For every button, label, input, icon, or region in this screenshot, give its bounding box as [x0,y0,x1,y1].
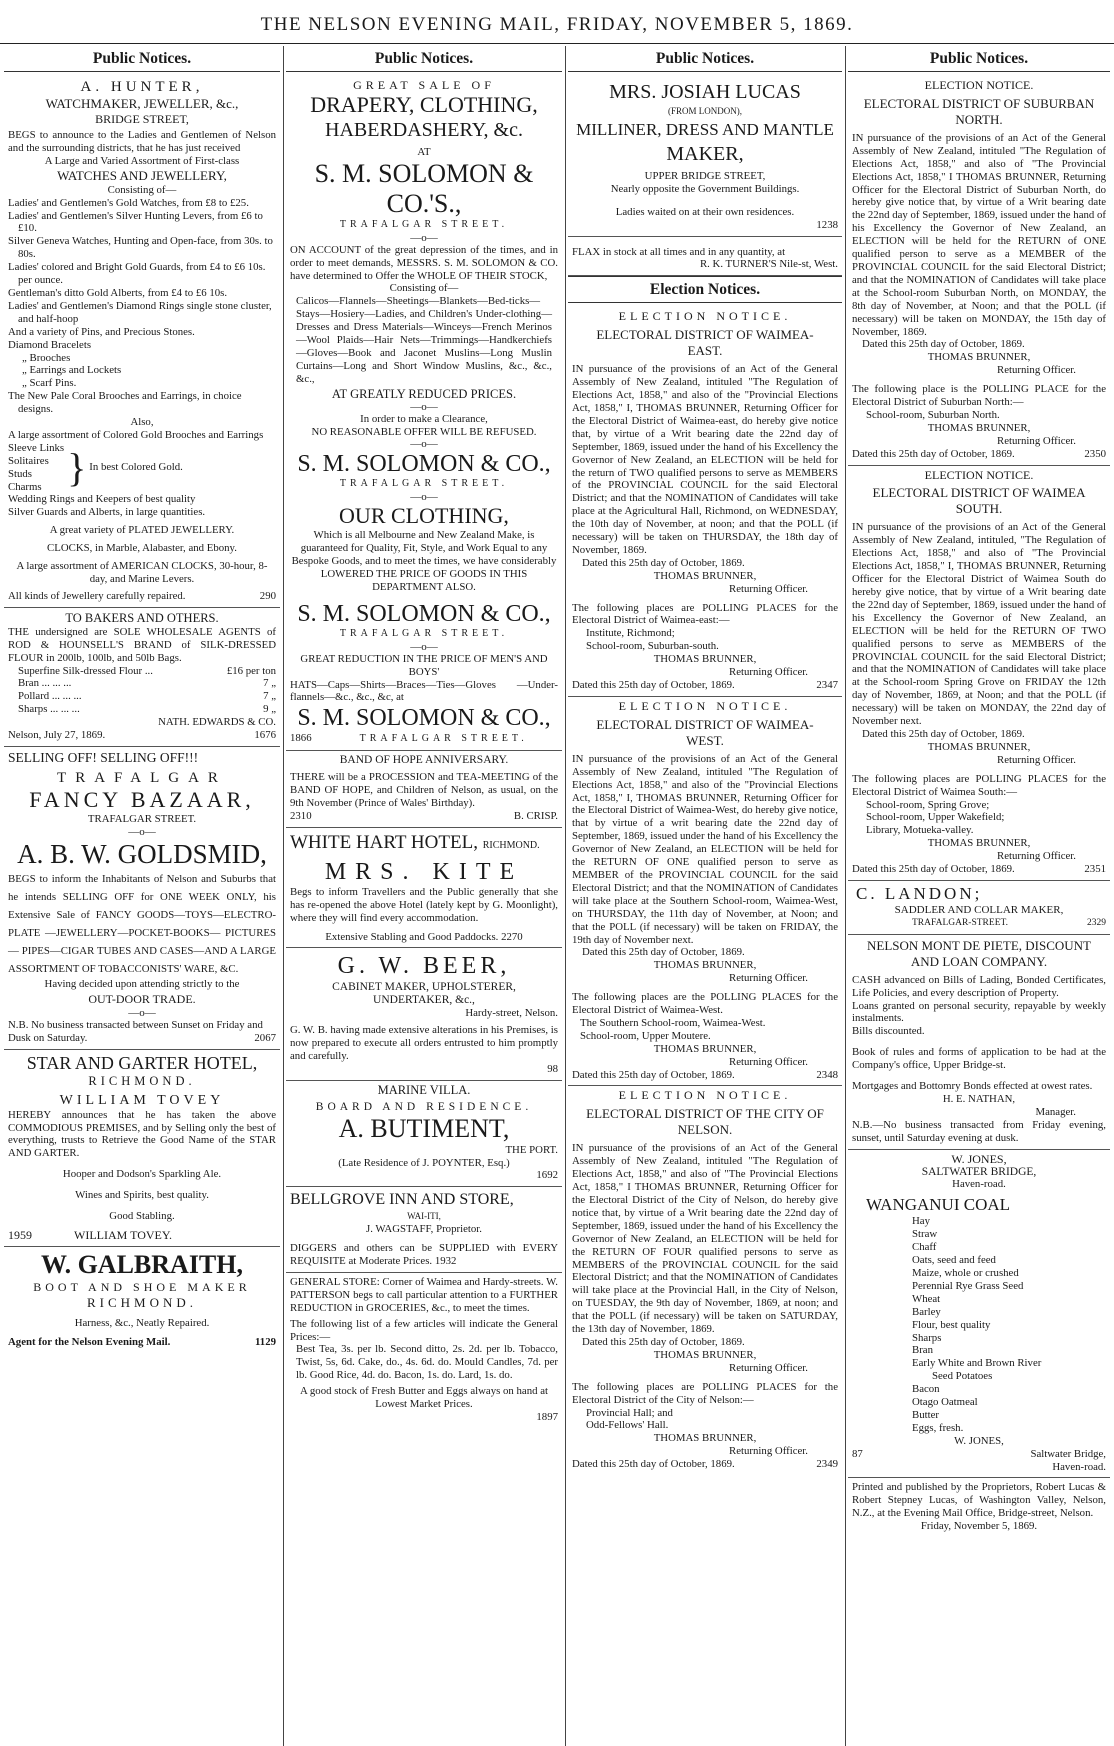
ad-text: THERE will be a PROCESSION and TEA-MEETING of the BAND OF HOPE, and Children of Nelson, as usual, on the 9th November (Prince of Wales' Birthday). [290,771,558,809]
list-item: Eggs, fresh. [912,1421,964,1434]
ad-text: Wines and Spirits, best quality. [75,1189,209,1202]
list-item: School-room, Suburban-south. [586,640,719,653]
ad-signature: THOMAS BRUNNER, [927,351,1031,364]
ad-election-waimea-east [568,307,842,697]
ad-text: Having decided upon attending strictly to the [44,977,240,990]
ad-text: Returning Officer. [997,434,1076,447]
ad-title: S. M. SOLOMON & CO., [297,451,551,478]
ad-text: Dated this 25th day of October, 1869. [862,338,1025,351]
ad-address: Haven-road. [952,1178,1006,1191]
ad-signature: THOMAS BRUNNER, [653,959,757,972]
ad-text: Dated this 25th day of October, 1869. 2348 [572,1068,838,1081]
ad-text: N.B. No business transacted between Sunset on Friday and Dusk on Saturday. 2067 [8,1018,276,1044]
ad-number: 2349 [816,1458,838,1471]
table-row: Bran ... ... ... 7 „ [18,677,276,690]
divider: —o— [128,1006,156,1019]
ad-title: C. LANDON; [856,883,983,903]
ad-marine-villa [286,1081,562,1188]
ad-title: MRS. JOSIAH LUCAS [609,81,801,103]
ad-text: Nearly opposite the Government Buildings. [610,182,800,195]
ad-text: Consisting of— [107,183,177,196]
column-rule [845,46,846,1746]
list-item: „ Earrings and Lockets [22,364,122,377]
list-item: Ladies' colored and Bright Gold Guards, from £4 to £6 10s. per ounce. [8,261,266,287]
ad-text: IN pursuance of the provisions of an Act of the General Assembly of New Zealand, intituled "The Regulation of Elections Act, 1858," and also of "The Provincial Elections Act, 1858," I THOMAS BRUNNER, Returning Officer for the Electoral District of the City of Nelson, do hereby give notice that, by virtue of a Writ bearing date the 22nd day of September, 1869, issued under the hand of his Excellency the Governor of New Zealand, an ELECTION will be held for the RETURN OF FOUR qualified persons to serve as MEMBERS of the PROVINCIAL COUNCIL for the said Electoral District; and that the NOMINATION of Candidates will take place at the Provincial Hall, in the City of Nelson, on TUESDAY, the 9th day of November, 1869, at noon; and that the POLL (if necessary) will be taken on SATURDAY, the 13th day of November, 1869. [572,1142,838,1336]
ad-text: The following places are POLLING PLACES for the Electoral District of Waimea South:— [852,772,1106,798]
ad-text: DIGGERS and others can be SUPPLIED with EVERY REQUISITE at Moderate Prices. 1932 [290,1242,558,1268]
ad-title: MRS. KITE [324,858,524,885]
ad-text: A great variety of PLATED JEWELLERY. [49,524,235,537]
ad-text: The following list of a few articles will indicate the General Prices:— [290,1317,558,1343]
ad-text: IN pursuance of the provisions of an Act of the General Assembly of New Zealand, intituled "The Regulation of Elections Act, 1858," and also of the "Provincial Elections Act, 1858," I, THOMAS BRUNNER, Returning Officer for the Electoral District of Waimea-West, do hereby give notice, that by virtue of a writ bearing date the 22nd day of September, 1869, issued under the hand of his Excellency the Governor of New Zealand, an ELECTION will be held for the RETURN OF ONE qualified person to serve as MEMBER of the PROVINCIAL COUNCIL for the said Electoral District; and that the NOMINATION of Candidates will take place at the Southern School-room, Waimea-West, on THURSDAY, the 11th day of November, at Noon; and that the POLL (if necessary) will be taken on FRIDAY, the 19th day of November next. [572,752,838,946]
list-item: Chaff [912,1241,937,1254]
ad-text: Good Stabling. [109,1210,175,1223]
ad-text: Silver Guards and Alberts, in large quantities. [8,506,206,519]
list-item: Studs [8,467,33,480]
table-row: Superfine Silk-dressed Flour ... £16 per ton [18,664,276,677]
ad-text: IN pursuance of the provisions of an Act of the General Assembly of New Zealand, intituled "The Regulation of Elections Act, 1858," and also of the "Provincial Elections Act, 1858," I, THOMAS BRUNNER, Returning Officer for the Electoral District of Waimea-east, do hereby give notice that, by virtue of a Writ bearing date the 22nd day of September, 1869, issued under the hand of his Excellency the Governor of New Zealand, an ELECTION will be held for the return of TWO qualified persons to serve as MEMBERS of the PROVINCIAL COUNCIL for the said Electoral District; and that the NOMINATION of Candidates will take place at the Agricultural Hall, Richmond, on WEDNESDAY, the 10th day of November, at noon; and that the POLL (if necessary) will be taken on THURSDAY, the 18th day of November, 1869. [572,363,838,556]
ad-title: A. BUTIMENT, [338,1113,510,1143]
ad-text: Dated this 25th day of October, 1869. [862,727,1025,740]
list-item: Wheat [912,1292,941,1305]
ad-title: WHITE HART HOTEL, RICHMOND. [290,831,540,853]
ad-number: 2329 [1087,917,1106,928]
ad-text: G. W. B. having made extensive alterations in his Premises, is now prepared to execute all orders entrusted to him promptly and carefully. [290,1024,558,1062]
ad-number: 2348 [816,1068,838,1081]
ad-text: HATS—Caps—Shirts—Braces—Ties—Gloves —Under-flannels—&c., &c., &c, at [290,678,558,704]
ad-election-waimea-south [848,466,1110,881]
ad-heading: SELLING OFF! SELLING OFF!!! [8,749,199,765]
ad-text: Dated this 25th day of October, 1869. 2350 [852,447,1106,460]
column-4 [848,46,1110,1746]
ad-jones [848,1150,1110,1479]
list-item: And a variety of Pins, and Precious Stones. [8,325,195,338]
ad-heading: BAND OF HOPE ANNIVERSARY. [339,754,509,767]
list-item: Gentleman's ditto Gold Alberts, from £4 to £6 10s. [8,286,228,299]
ad-number: 98 [547,1062,558,1075]
ad-number: 290 [259,589,276,602]
table-row: Pollard ... ... ... 7 „ [18,690,276,703]
ad-text: Ladies waited on at their own residences. [615,205,795,218]
ad-text: A large assortment of AMERICAN CLOCKS, 30-hour, 8-day, and Marine Levers. [16,560,268,585]
ad-beer [286,948,562,1080]
ad-text: Returning Officer. [729,1445,808,1458]
ad-signature: THOMAS BRUNNER, [927,421,1031,434]
ad-number: 2347 [816,679,838,691]
list-item: Oats, seed and feed [912,1254,996,1267]
ad-address: THE PORT. [505,1143,558,1156]
list-item: The Southern School-room, Waimea-West. [580,1016,766,1029]
divider: —o— [128,825,156,838]
ad-subtitle: UNDERTAKER, &c., [373,994,475,1007]
imprint-text: Printed and published by the Proprietors, Robert Lucas & Robert Stepney Lucas, of Washington Valley, Nelson, N.Z., at the Evening Mail Office, Bridge-street, Nelson. [852,1481,1106,1520]
ad-address: TRAFALGAR-STREET. 2329 [912,917,1106,928]
ad-title: ELECTORAL DISTRICT OF WAIMEA-EAST. [596,327,814,359]
list-item: Straw [912,1228,938,1241]
ad-text: The following places are the POLLING PLACES for the Electoral District of Waimea-West. [572,991,838,1017]
ad-mont-de-piete [848,935,1110,1150]
ad-text: Returning Officer. [729,972,808,985]
ad-title: HABERDASHERY, &c. [325,118,523,141]
ad-title: A. HUNTER, [80,79,204,95]
ad-address: TRAFALGAR STREET. [339,218,509,230]
ad-hunter [4,76,280,608]
ad-number: 1238 [816,218,838,231]
ad-text: Harness, &c., Neatly Repaired. [74,1316,210,1329]
imprint [848,1478,1110,1537]
ad-text: 1866 TRAFALGAR STREET. [290,732,528,745]
ad-text: Returning Officer. [997,850,1076,863]
list-item: The New Pale Coral Brooches and Earrings, in choice designs. [8,390,242,416]
column-rule [283,46,284,1746]
ad-heading: ELECTION NOTICE. [924,467,1034,482]
ad-text: 2310 B. CRISP. [290,809,558,822]
ad-number: 1866 [290,732,312,745]
ad-number: 1129 [255,1335,276,1348]
ad-text: Manager. [1035,1105,1076,1118]
ad-text: Mortgages and Bottomry Bonds effected at owest rates. [852,1080,1093,1093]
ad-title: S. M. SOLOMON & CO., [297,705,551,732]
ad-title: BELLGROVE INN AND STORE, [290,1191,514,1209]
ad-address: RICHMOND. [86,1294,198,1310]
ad-election-nelson [568,1086,842,1475]
ad-text: 87 Saltwater Bridge, [852,1447,1106,1460]
ad-title: MAKER, [666,142,744,165]
list-item: Diamond Bracelets [8,338,92,351]
ad-text: Consisting of— [389,282,459,295]
ad-title: STAR AND GARTER HOTEL, [26,1052,258,1073]
ad-text: CASH advanced on Bills of Lading, Bonded Certificates, Life Policies, and every description of Property. [852,973,1106,999]
ad-subtitle: WAI-ITI, [407,1211,441,1222]
ad-heading: ELECTION NOTICE. [618,309,792,324]
ad-subtitle: CABINET MAKER, UPHOLSTERER, [332,981,516,994]
ad-text: LOWERED THE PRICE OF GOODS IN THIS DEPARTMENT ALSO. [320,568,528,593]
ad-heading: AT GREATLY REDUCED PRICES. [331,386,517,401]
ad-number: 2270 [501,930,523,943]
table-row: Sharps ... ... ... 9 „ [18,703,276,716]
ad-text: In order to make a Clearance, [360,412,488,425]
list-item: Otago Oatmeal [912,1396,978,1409]
ad-text: Returning Officer. [997,753,1076,766]
ad-text: Returning Officer. [729,666,808,679]
ad-signature: THOMAS BRUNNER, [653,1348,757,1361]
ad-text: Calicos—Flannels—Sheetings—Blankets—Bed-ticks—Stays—Hosiery—Ladies, and Children's Under-clothing—Dresses and Dress Materials—Winceys—French Merinos—Wool Plaids—Hair Nets—Trimmings—Handkerchiefs—Gloves—Book and Jaconet Muslins—Long Muslin Curtains—Long and Short Window Muslins, &c., &c., &c., [296,295,552,385]
price-table [8,665,276,717]
ad-general-store [286,1273,562,1428]
column-1 [4,46,280,1746]
list-item: Bacon [912,1383,940,1396]
ad-signature: NATH. EDWARDS & CO. [158,716,276,729]
ad-white-hart [286,828,562,949]
ad-title: S. M. SOLOMON & CO., [297,600,551,627]
ad-subtitle: BOOT AND SHOE MAKER [33,1279,251,1294]
list-item: School-room, Upper Moutere. [580,1029,711,1042]
ad-star-garter [4,1050,280,1247]
ad-address: TRAFALGAR STREET. [87,812,197,825]
list-item: Maize, whole or crushed [912,1266,1019,1279]
column-heading: Public Notices. [286,46,562,72]
ad-subtitle: BOARD AND RESIDENCE. [315,1100,533,1113]
list-item: Butter [912,1408,939,1421]
ad-heading: WATCHES AND JEWELLERY, [57,167,227,183]
ad-text: Returning Officer. [997,364,1076,377]
ad-election-suburban-north [848,76,1110,466]
ad-solomon [286,76,562,751]
ad-text: AT [417,145,431,158]
ad-text: Also, [130,416,154,429]
list-item: Ladies' and Gentlemen's Diamond Rings single stone cluster, and half-hoop [8,299,272,325]
list-item: Sharps [912,1331,942,1344]
list-item: „ Brooches [22,351,71,364]
list-item: Silver Geneva Watches, Hunting and Open-face, from 30s. to 80s. [8,235,273,261]
ad-text: IN pursuance of the provisions of an Act of the General Assembly of New Zealand, intituled "The Regulation of Elections Act, 1858," and also of "The Provincial Elections Act, 1858," I THOMAS BRUNNER, Returning Officer for the Electoral District of Suburban North, do hereby give notice that, by virtue of a Writ bearing date the 22nd day of September, 1869, issued under the hand of his Excellency the Governor of New Zealand, an ELECTION will be held for the RETURN of ONE qualified person to serve as a MEMBER of the PROVINCIAL COUNCIL for the said Electoral District; and that the NOMINATION of Candidates will take place at the School-room Suburban North, on MONDAY, the 8th day of November, at Noon; and that the POLL (if necessary) will be taken on MONDAY, the 15th day of November, 1869. [852,131,1106,338]
ad-signature: H. E. NATHAN, [942,1093,1016,1105]
ad-text: N.B.—No business transacted from Friday evening, sunset, until Saturday evening at dusk. [852,1118,1106,1144]
ad-text: (Late Residence of J. POYNTER, Esq.) [338,1156,510,1169]
divider: —o— [410,640,438,653]
masthead: THE NELSON EVENING MAIL, FRIDAY, NOVEMBER 5, 1869. [0,0,1114,44]
ad-title: GREAT SALE OF [353,78,495,92]
ad-number: 2067 [254,1031,276,1044]
ad-text: BEGS to announce to the Ladies and Gentlemen of Nelson and the surrounding districts, that he has just received [8,129,276,154]
ad-number: 2351 [1084,863,1106,876]
ad-text: Wedding Rings and Keepers of best quality [8,493,196,506]
ad-heading: ELECTION NOTICE. [618,698,792,713]
ad-heading: ELECTION NOTICE. [618,1088,792,1103]
ad-text: Hooper and Dodson's Sparkling Ale. [62,1168,222,1181]
ad-title: DRAPERY, CLOTHING, [310,91,538,117]
ad-text: Dated this 25th day of October, 1869. 2347 [572,679,838,691]
divider: —o— [410,438,438,451]
ad-text: Dated this 25th day of October, 1869. [582,946,745,959]
ad-text: FLAX in stock at all times and in any quantity, at [572,245,786,258]
ad-title: ELECTORAL DISTRICT OF THE CITY OF NELSON. [586,1106,824,1138]
ad-text: NO REASONABLE OFFER WILL BE REFUSED. [311,425,537,438]
ad-text: Agent for the Nelson Evening Mail. 1129 [8,1335,276,1348]
list-item: Ladies' and Gentlemen's Gold Watches, from £8 to £25. [8,196,249,209]
ad-text: Loans granted on personal security, repayable by weekly instalments. [852,999,1106,1025]
ad-text: The following place is the POLLING PLACE for the Electoral District of Suburban North:— [852,383,1106,409]
ad-number: 1897 [536,1411,558,1423]
ad-text: Haven-road. [1052,1460,1106,1473]
list-item: Solitaires [8,454,49,467]
column-heading: Public Notices. [4,46,280,72]
ad-subtitle: (FROM LONDON), [668,106,742,116]
ad-address: RICHMOND. [88,1073,196,1088]
list-item: Odd-Fellows' Hall. [586,1419,669,1432]
ad-number: 1959 [8,1227,32,1242]
ad-number: 2350 [1084,447,1106,460]
ad-text: J. WAGSTAFF, Proprietor. [366,1223,482,1236]
ad-signature: R. K. TURNER'S Nile-st, West. [699,258,838,271]
ad-text: Begs to inform Travellers and the Public generally that she has re-opened the above Hotel (lately kept by G. Moonlight), where they will find every accommodation. [290,885,558,924]
divider: —o— [410,400,438,413]
list-item: Perennial Rye Grass Seed [912,1279,1024,1292]
ad-title: ELECTORAL DISTRICT OF WAIMEA SOUTH. [872,485,1086,517]
ad-title: MARINE VILLA. [377,1082,471,1097]
divider: —o— [410,491,438,504]
ad-address: TRAFALGAR STREET. [339,478,509,490]
ad-signature: THOMAS BRUNNER, [653,1432,757,1445]
column-rule [565,46,566,1746]
ad-text: Extensive Stabling and Good Paddocks. 2270 [325,930,523,943]
ad-address: UPPER BRIDGE STREET, [644,169,766,182]
column-heading: Public Notices. [848,46,1110,72]
ad-title: W. JONES, [951,1151,1007,1166]
list-item: School-room, Upper Wakefield; [866,811,1005,824]
ad-selling-off [4,747,280,1050]
column-3 [568,46,842,1746]
list-item: Bran [912,1344,933,1357]
ad-text: Book of rules and forms of application to be had at the Company's office, Upper Bridge-st. [852,1046,1106,1072]
ad-title: FANCY BAZAAR, [29,786,255,812]
ad-text: Which is all Melbourne and New Zealand Make, is guaranteed for Quality, Fit, Style, and Work Equal to any Bespoke Goods, and to meet the times, we have considerably [291,529,557,568]
ad-number: 87 [852,1447,863,1460]
ad-election-waimea-west [568,697,842,1087]
ad-subtitle: SALTWATER BRIDGE, [921,1165,1037,1178]
ad-subtitle: SADDLER AND COLLAR MAKER, [894,903,1064,916]
ad-band-of-hope [286,751,562,828]
ad-text: The following places are POLLING PLACES for the Electoral District of Waimea-east:— [572,601,838,627]
ad-text: Returning Officer. [729,1361,808,1374]
ad-signature: THOMAS BRUNNER, [653,569,757,582]
ad-text: Returning Officer. [729,1055,808,1068]
ad-title: A. B. W. GOLDSMID, [17,838,267,869]
ad-heading: OUT-DOOR TRADE. [88,991,196,1006]
list-item: Sleeve Links [8,441,65,454]
ad-signature: W. JONES, [954,1434,1004,1447]
ad-title: ELECTORAL DISTRICT OF SUBURBAN NORTH. [863,95,1095,127]
ad-text: All kinds of Jewellery carefully repaired. 290 [8,589,276,602]
ad-text: Best Tea, 3s. per lb. Second ditto, 2s. 2d. per lb. Tobacco, Twist, 5s, 6d. Cake, do., 4s. 6d. do. Mould Candles, 7d. per lb. Good Rice, 4d. do. Bacon, 1s. do. Lard, 1s. do. [296,1343,558,1382]
ad-title: WANGANUI COAL [866,1195,1011,1215]
divider: —o— [410,231,438,244]
ad-flax [568,237,842,277]
ad-text: BEGS to inform the Inhabitants of Nelson and Suburbs that he intends SELLING OFF for ONE WEEK ONLY, his Extensive Sale of FANCY GOODS—TOYS—ELECTRO-PLATE —JEWELLERY—POCKET-BOOKS— PICTURES — PIPES—CIGAR TUBES AND CASES—AND A LARGE ASSORTMENT OF TOBACCONISTS' WARE, &C. [8,872,276,975]
ad-galbraith [4,1247,280,1353]
ad-text: Dated this 25th day of October, 1869. [582,556,745,569]
ad-text: Dated this 25th day of October, 1869. 2351 [852,863,1106,876]
ad-title: G. W. BEER, [337,953,511,980]
ad-text: GENERAL STORE: Corner of Waimea and Hardy-streets. W. PATTERSON begs to call particular attention to a FURTHER REDUCTION in GROCERIES, &c., to meet the times. [290,1275,558,1314]
ad-signature: THOMAS BRUNNER, [927,740,1031,753]
list-item: Provincial Hall; and [586,1406,673,1419]
ad-bakers [4,608,280,747]
imprint-date: Friday, November 5, 1869. [920,1520,1038,1533]
brace: } [67,444,87,490]
ad-title: TRAFALGAR [57,769,227,786]
ad-text: GREAT REDUCTION IN THE PRICE OF MEN'S AND BOYS' [300,652,548,678]
ad-title: S. M. SOLOMON & CO.'S., [314,158,534,218]
list-item: Library, Motueka-valley. [866,824,974,837]
election-heading: Election Notices. [568,276,842,303]
ad-address: Hardy-street, Nelson. [465,1007,558,1020]
list-item: School-room, Suburban North. [866,408,1000,421]
list-item: Ladies' and Gentlemen's Silver Hunting Levers, from £6 to £10. [8,209,263,235]
list-item: Seed Potatoes [932,1370,993,1383]
ad-text: Bills discounted. [852,1025,925,1038]
ad-number: 1932 [434,1255,457,1268]
ad-subtitle: WATCHMAKER, JEWELLER, &c., [45,96,239,111]
ad-text: Returning Officer. [729,582,808,595]
ad-address: TRAFALGAR STREET. [339,627,509,639]
ad-text: THE undersigned are SOLE WHOLESALE AGENTS of ROD & HOUNSELL'S BRAND of SILK-DRESSED FLOUR in 200lb, 100lb, and 50lb Bags. [8,625,276,664]
ad-title: W. GALBRAITH, [40,1249,244,1279]
ad-number: 1676 [254,729,276,742]
ad-signature: THOMAS BRUNNER, [653,653,757,666]
ad-text: In best Colored Gold. [89,461,183,474]
ad-text: Dated this 25th day of October, 1869. [582,1335,745,1348]
ad-text: ON ACCOUNT of the great depression of the times, and in order to meet demands, MESSRS. S. M. SOLOMON & CO. have determined to Offer the WHOLE OF THEIR STOCK, [290,243,558,282]
ad-signature: THOMAS BRUNNER, [927,837,1031,850]
list-item: Early White and Brown River [912,1357,1042,1370]
ad-text: 1959 WILLIAM TOVEY. [8,1227,172,1242]
list-item: „ Scarf Pins. [22,377,77,390]
ad-heading: ELECTION NOTICE. [924,78,1034,92]
ad-text: Nelson, July 27, 1869. 1676 [8,729,276,742]
ad-text: Dated this 25th day of October, 1869. 2349 [572,1458,838,1471]
list-item: Barley [912,1305,941,1318]
column-heading: Public Notices. [568,46,842,72]
list-item: School-room, Spring Grove; [866,798,990,811]
ad-title: NELSON MONT DE PIETE, DISCOUNT AND LOAN COMPANY. [866,937,1091,969]
ad-text: A Large and Varied Assortment of First-class [44,154,240,167]
ad-title: WILLIAM TOVEY [59,1092,225,1108]
ad-text: CLOCKS, in Marble, Alabaster, and Ebony. [47,542,237,555]
list-item: Hay [912,1215,930,1228]
column-2 [286,46,562,1746]
ad-signature: THOMAS BRUNNER, [653,1042,757,1055]
ad-text: HEREBY announces that he has taken the above COMMODIOUS PREMISES, and by Selling only the best of everything, trusts to Retrieve the Good Name of the STAR AND GARTER. [8,1108,276,1160]
ad-heading: TO BAKERS AND OTHERS. [65,610,219,625]
ad-number: 2310 [290,809,312,822]
ad-text: A large assortment of Colored Gold Brooches and Earrings [8,428,264,441]
ad-text: The following places are POLLING PLACES for the Electoral District of the City of Nelson:— [572,1380,838,1406]
ad-number: 1692 [536,1169,558,1182]
list-item: Flour, best quality [912,1318,991,1331]
ad-text: IN pursuance of the provisions of an Act of the General Assembly of New Zealand, intituled, "The Regulation of Elections Act, 1858," and also of "The Provincial Elections Act, 1858," I, THOMAS BRUNNER, Returning Officer for the Electoral District of Waimea South do hereby give notice, that by virtue of a Writ bearing date the 22nd day of September, 1869, issued under the hand of his Excellency the Governor of New Zealand, an ELECTION will be held for the RETURN OF TWO qualified persons to serve as MEMBERS of the PROVINCIAL COUNCIL for the said Electoral District; and that the NOMINATION of Candidates will take place at the School-room Spring Grove on FRIDAY the 12th day of November, 1869, at Noon; and that the POLL (if necessary) will be taken on MONDAY, the 22nd day of November next. [852,521,1106,728]
ad-title: OUR CLOTHING, [339,503,509,529]
ad-text: A good stock of Fresh Butter and Eggs always on hand at Lowest Market Prices. [300,1385,548,1411]
list-item: Charms [8,480,42,493]
ad-title: MILLINER, DRESS AND MANTLE [576,119,834,139]
ad-bellgrove [286,1187,562,1273]
ad-address: BRIDGE STREET, [95,112,189,126]
ad-lucas [568,76,842,237]
ad-landon [848,881,1110,935]
ad-title: ELECTORAL DISTRICT OF WAIMEA-WEST. [596,716,814,748]
list-item: Institute, Richmond; [586,627,675,640]
